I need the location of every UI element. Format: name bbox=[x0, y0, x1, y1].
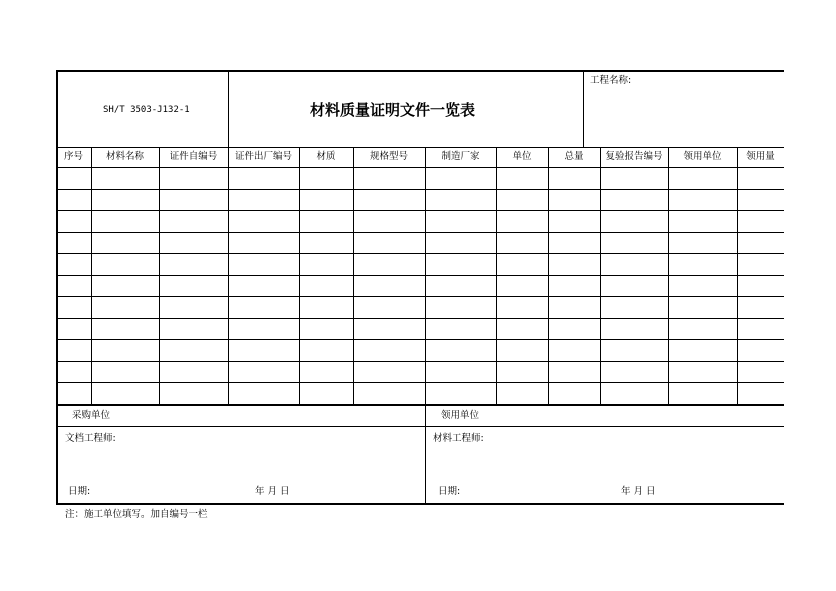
column-header: 复验报告编号 bbox=[605, 151, 663, 162]
footer-center-divider bbox=[425, 404, 426, 504]
table-row bbox=[57, 276, 784, 297]
table-row bbox=[57, 254, 784, 275]
table-row bbox=[57, 340, 784, 361]
table-row bbox=[57, 168, 784, 189]
material-engineer-label: 材料工程师: bbox=[433, 433, 484, 444]
receiving-unit-label: 领用单位 bbox=[441, 410, 480, 421]
column-header: 序号 bbox=[63, 151, 83, 162]
header-divider bbox=[56, 147, 784, 148]
purchase-unit-label: 采购单位 bbox=[72, 410, 111, 421]
right-date-label: 日期: bbox=[438, 486, 461, 497]
table-row bbox=[57, 297, 784, 318]
column-header: 规格型号 bbox=[369, 151, 408, 162]
title-divider-left bbox=[228, 70, 229, 148]
title-divider-right bbox=[583, 70, 584, 148]
table-row bbox=[57, 211, 784, 232]
right-date-format: 年 月 日 bbox=[621, 486, 656, 497]
column-header: 证件自编号 bbox=[169, 151, 218, 162]
left-date-label: 日期: bbox=[68, 486, 91, 497]
footnote: 注：施工单位填写。加自编号一栏 bbox=[65, 509, 208, 520]
top-border bbox=[56, 70, 784, 72]
column-header: 制造厂家 bbox=[441, 151, 480, 162]
form-code: SH/T 3503-J132-1 bbox=[103, 105, 190, 115]
left-date-format: 年 月 日 bbox=[255, 486, 290, 497]
column-header: 材料名称 bbox=[105, 151, 144, 162]
column-header: 单位 bbox=[512, 151, 532, 162]
table-row bbox=[57, 190, 784, 211]
column-header: 领用量 bbox=[746, 151, 775, 162]
table-row bbox=[57, 362, 784, 383]
table-row bbox=[57, 319, 784, 340]
column-header: 领用单位 bbox=[683, 151, 722, 162]
column-header: 材质 bbox=[316, 151, 336, 162]
table-bottom-border bbox=[56, 404, 784, 406]
column-header: 总量 bbox=[564, 151, 584, 162]
doc-engineer-label: 文档工程师: bbox=[65, 433, 116, 444]
table-row bbox=[57, 233, 784, 254]
column-header: 证件出厂编号 bbox=[234, 151, 292, 162]
footer-divider bbox=[56, 426, 784, 427]
project-name-label: 工程名称: bbox=[590, 75, 632, 86]
table-row bbox=[57, 383, 784, 404]
bottom-border bbox=[56, 503, 784, 505]
page-title: 材料质量证明文件一览表 bbox=[310, 101, 476, 119]
